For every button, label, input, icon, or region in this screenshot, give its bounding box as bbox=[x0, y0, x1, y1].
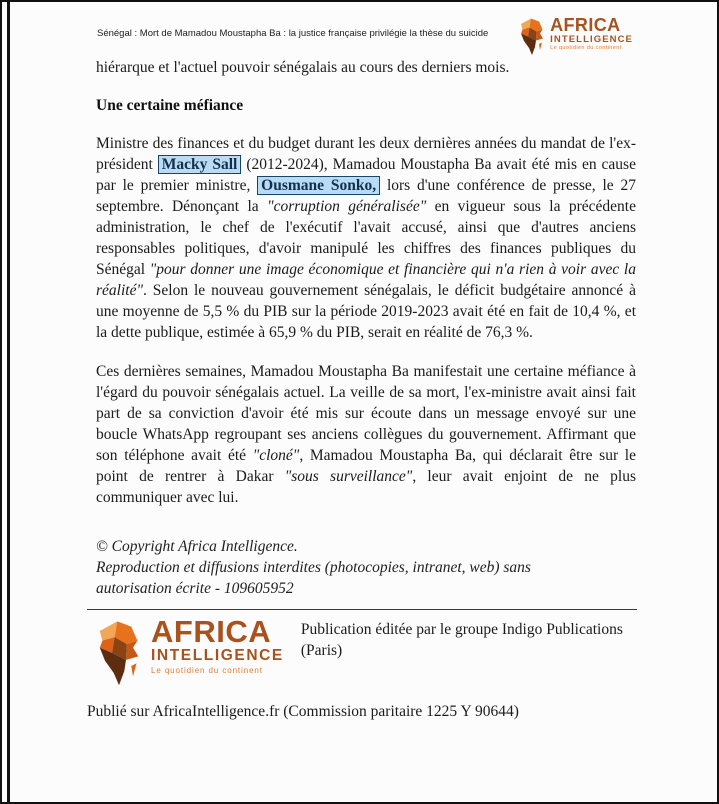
running-header-title: Sénégal : Mort de Mamadou Moustapha Ba : la justice française privilégie la thèse du suicide bbox=[97, 28, 489, 39]
brand-name: AFRICA bbox=[151, 614, 272, 649]
page-header bbox=[2, 2, 717, 56]
brand-subname: INTELLIGENCE bbox=[151, 647, 284, 664]
paragraph-intro: hiérarque et l'actuel pouvoir sénégalais au cours des derniers mois. bbox=[96, 59, 510, 76]
brand-name: AFRICA bbox=[550, 15, 621, 35]
paragraph-2-text: Ces dernières semaines, Mamadou Moustapha Ba manifestait une certaine méfiance à l'égard du pouvoir sénégalais actuel. La veille de sa mort, l'ex-ministre avait ainsi fait part de sa conviction d'avoir été mis sur écoute dans un message envoyé sur une boucle WhatsApp regroupant ses anciens collègues du gouvernement. Affirmant que son téléphone avait été bbox=[96, 363, 636, 464]
africa-map-icon bbox=[517, 16, 547, 56]
paragraph-2-text: , Mamadou Moustapha Ba, qui déclarait être sur le point de rentrer à Dakar bbox=[96, 447, 636, 485]
quote-sous-surveillance: "sous surveillance" bbox=[284, 468, 413, 485]
publication-info: Publication éditée par le groupe Indigo Publications (Paris) bbox=[300, 621, 623, 659]
quote-corruption-generalisee: "corruption généralisée" bbox=[267, 198, 427, 215]
paragraph-1-text: lors d'une conférence de presse, le 27 septembre. Dénonçant la bbox=[96, 177, 636, 215]
paragraph-2 bbox=[96, 361, 636, 508]
published-line: Publié sur AfricaIntelligence.fr (Commission paritaire 1225 Y 90644) bbox=[87, 703, 519, 720]
paragraph-2-text: , leur avait enjoint de ne plus communiquer avec lui. bbox=[96, 468, 636, 506]
quote-image-economique: "pour donner une image économique et financière qui n'a rien à voir avec la réalité" bbox=[96, 261, 636, 299]
quote-clone: "cloné" bbox=[252, 447, 300, 464]
person-link-macky-sall[interactable]: Macky Sall bbox=[158, 155, 242, 174]
page-left-border bbox=[7, 2, 10, 802]
brand-tagline: Le quotidien du continent bbox=[550, 45, 622, 51]
copyright-block bbox=[96, 536, 596, 599]
article-content bbox=[2, 57, 636, 722]
publisher-row bbox=[92, 614, 636, 687]
person-link-ousmane-sonko[interactable]: Ousmane Sonko, bbox=[257, 176, 380, 195]
brand-tagline: Le quotidien du continent bbox=[151, 666, 263, 675]
footer-divider bbox=[87, 609, 637, 610]
section-heading: Une certaine méfiance bbox=[96, 97, 244, 114]
brand-subname: INTELLIGENCE bbox=[550, 34, 633, 45]
paragraph-1 bbox=[96, 133, 636, 343]
logo-text bbox=[550, 16, 633, 52]
africa-intelligence-logo-header bbox=[517, 16, 633, 56]
paragraph-1-text: (2012-2024), Mamadou Moustapha Ba avait été mis en cause par le premier ministre, bbox=[96, 156, 636, 194]
paragraph-1-text: Ministre des finances et du budget durant les deux dernières années du mandat de l'ex-président bbox=[96, 135, 636, 173]
paragraph-1-text: . Selon le nouveau gouvernement sénégalais, le déficit budgétaire annoncé à une moyenne de 5,5 % du PIB sur la période 2019-2023 avait été en fait de 10,4 %, et la dette publique, estimée à 65,9 % du PIB, serait en réalité de 76,3 %. bbox=[96, 282, 636, 341]
africa-map-icon bbox=[92, 617, 146, 687]
africa-intelligence-logo-footer bbox=[92, 614, 284, 687]
logo-text bbox=[151, 614, 284, 677]
paragraph-1-text: en vigueur sous la précédente administration, le chef de l'exécutif l'avait accusé, ainsi que d'autres anciens responsables politiques, d'avoir manipulé les chiffres des finances publiques du Sénégal bbox=[96, 198, 636, 278]
copyright-line-1: © Copyright Africa Intelligence. bbox=[96, 538, 298, 555]
copyright-line-2: Reproduction et diffusions interdites (photocopies, intranet, web) sans autorisation écrite - 109605952 bbox=[96, 559, 531, 597]
